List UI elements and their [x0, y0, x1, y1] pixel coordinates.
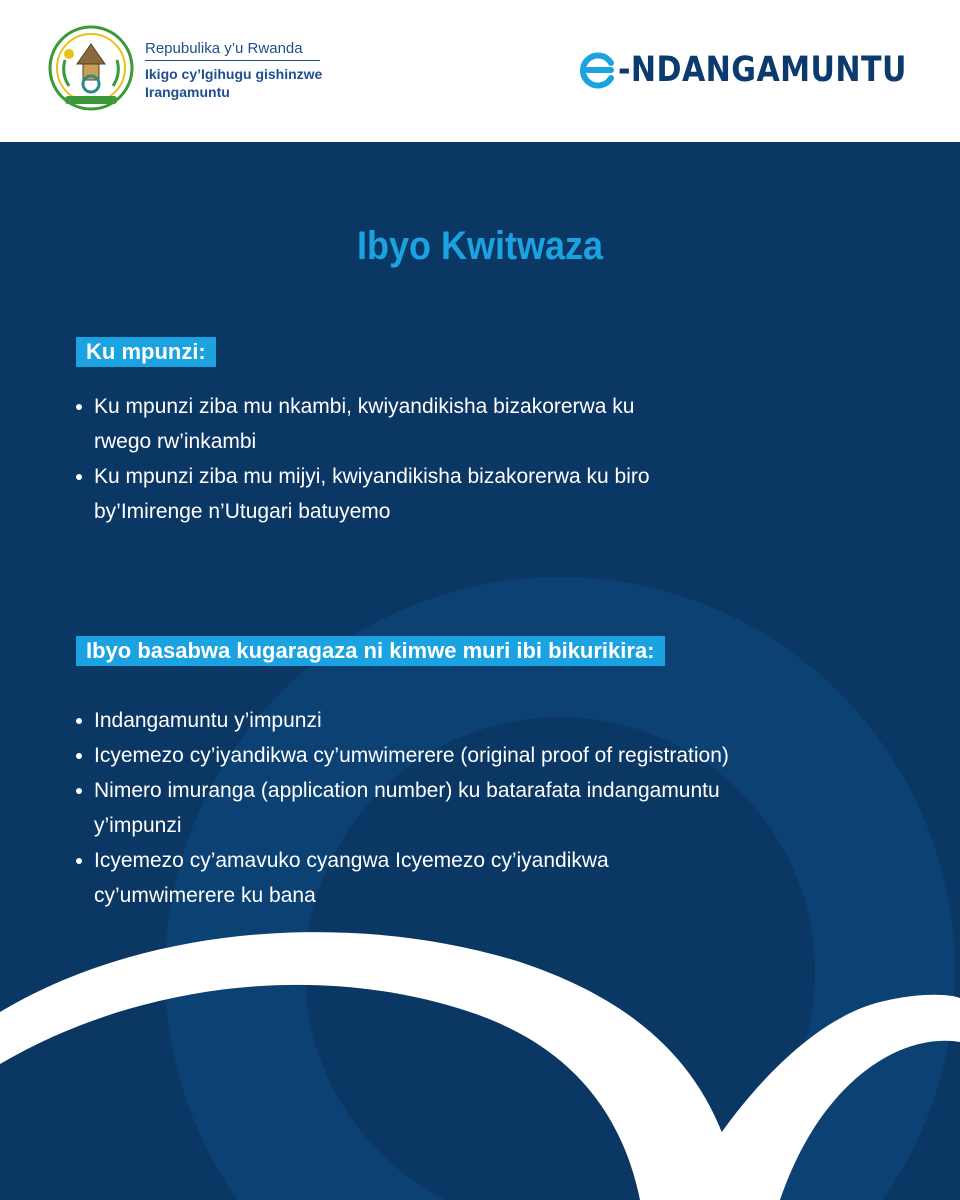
list-item: Ku mpunzi ziba mu mijyi, kwiyandikisha bizakorerwa ku biro by’Imirenge n’Utugari batuyemo	[76, 459, 676, 529]
e-logo-icon	[578, 51, 616, 89]
agency-divider	[145, 60, 320, 61]
list-item: Icyemezo cy’amavuko cyangwa Icyemezo cy’iyandikwa cy’umwimerere ku bana	[76, 843, 736, 913]
section-heading-refugees: Ku mpunzi:	[76, 337, 216, 367]
background-swoosh	[0, 142, 960, 1200]
logo-text: -NDANGAMUNTU	[618, 50, 907, 90]
page-title: Ibyo Kwitwaza	[356, 224, 604, 268]
country-name: Repubulika y’u Rwanda	[145, 40, 303, 57]
required-documents-list	[76, 703, 736, 913]
agency-name-line2: Irangamuntu	[145, 84, 230, 100]
agency-name	[145, 40, 325, 101]
list-item: Ku mpunzi ziba mu nkambi, kwiyandikisha bizakorerwa ku rwego rw’inkambi	[76, 389, 676, 459]
e-ndangamuntu-logo	[578, 48, 954, 92]
section-heading-required-documents: Ibyo basabwa kugaragaza ni kimwe muri ibi bikurikira:	[76, 636, 665, 666]
list-item: Icyemezo cy’iyandikwa cy’umwimerere (original proof of registration)	[76, 738, 736, 773]
main-panel	[0, 142, 960, 1200]
list-item: Indangamuntu y’impunzi	[76, 703, 736, 738]
agency-name-line1: Ikigo cy’Igihugu gishinzwe	[145, 66, 323, 82]
list-item: Nimero imuranga (application number) ku batarafata indangamuntu y’impunzi	[76, 773, 736, 843]
rwanda-seal-icon	[47, 24, 135, 116]
refugee-registration-list	[76, 389, 676, 529]
header	[0, 0, 960, 142]
